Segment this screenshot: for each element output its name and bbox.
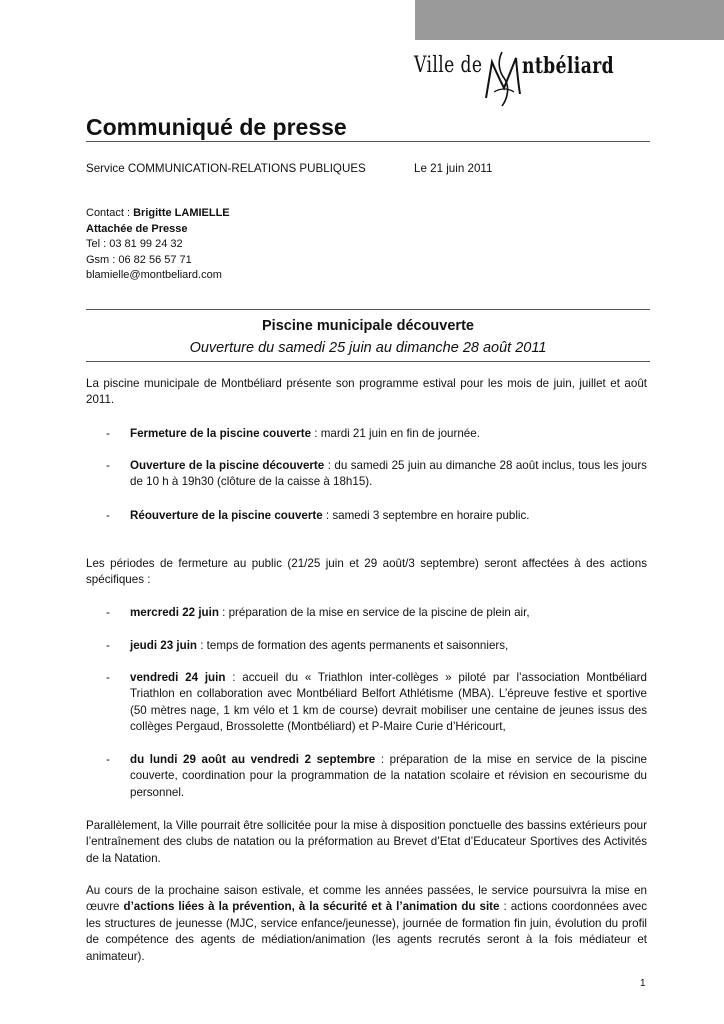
bullet-dash: - [106,459,110,472]
list-item-bold: vendredi 24 juin [130,671,226,684]
list-item-text [130,508,647,524]
contact-line [86,206,386,222]
list-item-bold: Réouverture de la piscine couverte [130,509,323,522]
logo-m-monogram-icon [480,48,524,110]
headline-top-rule [86,309,650,310]
season-text-before: Au cours de la prochaine saison estivale, et comme les années passées, le service poursuivra la mise en œuvre [86,884,647,914]
contact-name: Brigitte LAMIELLE [133,207,230,219]
release-date: Le 21 juin 2011 [414,162,493,175]
list-item-text [130,458,647,491]
page-number: 1 [640,978,646,989]
bullet-dash: - [106,606,110,619]
headline-bottom-rule [86,361,650,362]
logo-text-right: ntbéliard [522,53,615,79]
title-divider [86,141,650,142]
list-item-bold: Ouverture de la piscine découverte [130,459,325,472]
list-item-bold: Fermeture de la piscine couverte [130,427,312,440]
logo-text-left: Ville de [414,53,483,78]
list-item-rest: : préparation de la mise en service de la piscine de plein air, [218,606,530,619]
service-line: Service COMMUNICATION-RELATIONS PUBLIQUES [86,162,366,175]
bullet-dash: - [106,753,110,766]
contact-email: blamielle@montbeliard.com [86,269,222,281]
list-item-bold: mercredi 22 juin [130,606,219,619]
header-grey-bar [415,0,724,40]
contact-role: Attachée de Presse [86,222,188,235]
parallel-paragraph: Parallèlement, la Ville pourrait être sollicitée pour la mise à disposition ponctuelle des bassins extérieurs pour l’entraînement des clubs de natation ou la préformation au Brevet d’Etat d’Educateur Sportives des Activités de la Natation. [86,819,647,865]
page-title: Communiqué de presse [86,114,347,140]
season-text-after: : actions coordonnées avec les structures de jeunesse (MJC, service enfance/jeunesse), journée de formation fin juin, évolution du profil de compétence des agents de médiation/animation (les agents recrutés seront à la fois médiateur et animateur). [86,900,647,963]
contact-gsm: Gsm : 06 82 56 57 71 [86,253,192,266]
list-item-rest: : accueil du « Triathlon inter-collèges » piloté par l’association Montbéliard Triathlon en collaboration avec Montbéliard Belfort Athlétisme (MBA). L’épreuve festive et sportive (50 mètres nage, 1 km vélo et 1 km de course) devrait mobiliser une centaine de jeunes issus des collèges Pergaud, Brossolette (Montbéliard) et P-Maire Curie d’Héricourt, [130,671,647,734]
bullet-dash: - [106,427,110,440]
list-item-text [130,752,647,801]
list-item-bold: jeudi 23 juin [130,639,197,652]
contact-block [86,206,386,284]
list-item-bold: du lundi 29 août au vendredi 2 septembre [130,753,376,766]
intro-paragraph: La piscine municipale de Montbéliard présente son programme estival pour les mois de juin, juillet et août 2011. [86,377,647,407]
list-item-text [130,638,647,654]
headline-title: Piscine municipale découverte [262,318,474,334]
headline-subtitle: Ouverture du samedi 25 juin au dimanche 28 août 2011 [189,340,547,356]
list-item-rest: : mardi 21 juin en fin de journée. [311,427,480,440]
bullet-dash: - [106,509,110,522]
list-item-rest: : temps de formation des agents permanents et saisonniers, [197,639,509,652]
season-text-bold: d’actions liées à la prévention, à la sécurité et à l’animation du site [123,900,500,914]
bullet-dash: - [106,639,110,652]
list-item-rest: : samedi 3 septembre en horaire public. [322,509,530,522]
ville-de-montbeliard-logo [412,48,615,110]
list-item-text [130,426,647,442]
list-item-text [130,670,647,736]
list-item-rest: : du samedi 25 juin au dimanche 28 août inclus, tous les jours de 10 h à 19h30 (clôture de la caisse à 18h15). [130,459,647,489]
list-item-rest: : préparation de la mise en service de la piscine couverte, coordination pour la programmation de la natation scolaire et révision en secourisme du personnel. [130,753,647,799]
list-item-text [130,605,647,621]
closure-paragraph: Les périodes de fermeture au public (21/25 juin et 29 août/3 septembre) seront affectées à des actions spécifiques : [86,557,647,587]
contact-label: Contact : [86,207,131,219]
season-paragraph [86,883,647,965]
contact-tel: Tel : 03 81 99 24 32 [86,238,183,250]
bullet-dash: - [106,671,110,684]
